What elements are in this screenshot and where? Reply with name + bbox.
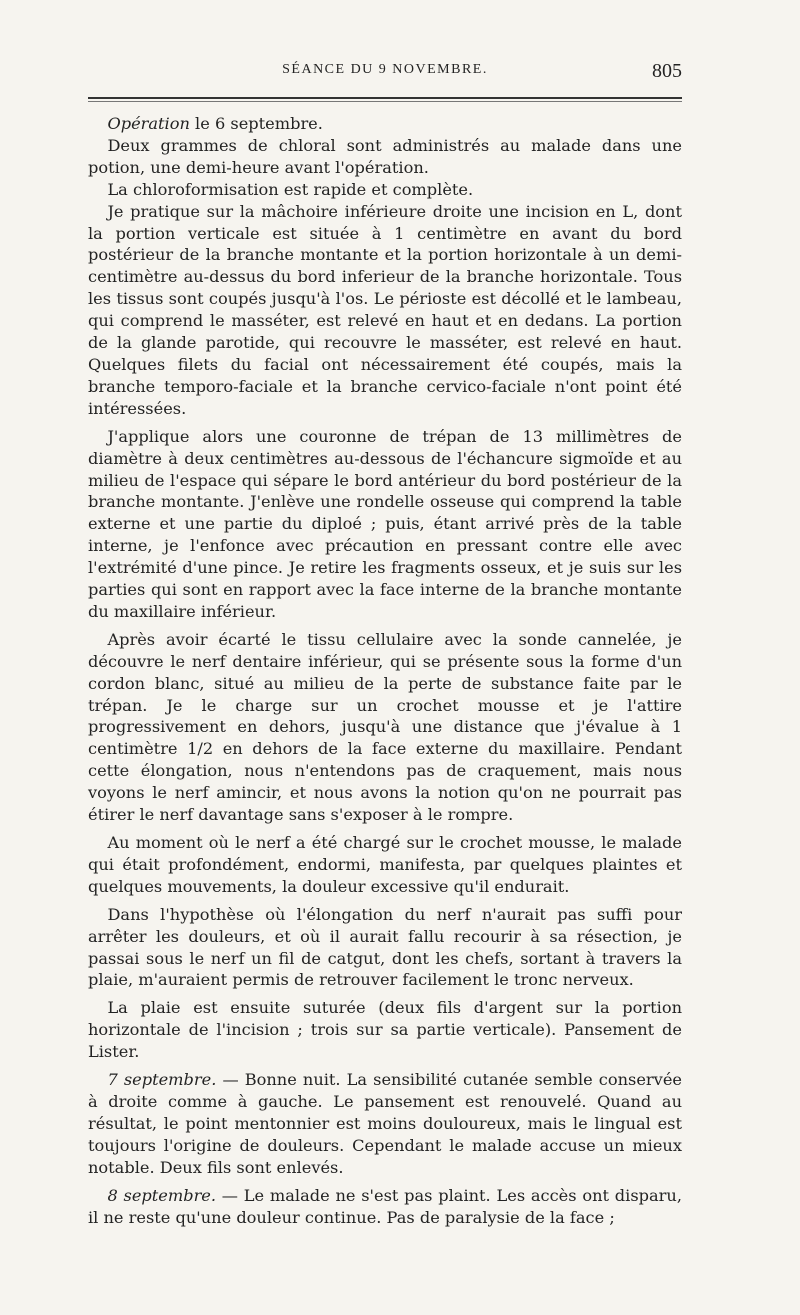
paragraph-lead: 8 septembre. [107,1185,217,1205]
paragraph [88,629,682,826]
paragraph-lead: 7 septembre. [107,1070,217,1090]
paragraph-text: le 6 septembre. [189,114,323,133]
paragraph [88,997,682,1063]
page-header [88,62,682,84]
paragraph [88,179,682,201]
page-number: 805 [652,60,682,82]
running-title: SÉANCE DU 9 NOVEMBRE. [282,62,488,77]
paragraph [88,904,682,992]
paragraph [88,113,682,135]
paragraph-text: Deux grammes de chloral sont administrés au malade dans une potion, une demi-heure avant l'opération. [88,135,682,177]
paragraph [88,201,682,420]
header-rule [88,97,682,99]
paragraph-text: — Le malade ne s'est pas plaint. Les accès ont disparu, il ne reste qu'une douleur continue. Pas de paralysie de la face ; [88,1185,682,1227]
paragraph [88,426,682,623]
paragraph-text: — Bonne nuit. La sensibilité cutanée semble conservée à droite comme à gauche. Le pansement est renouvelé. Quand au résultat, le point mentonnier est moins douloureux, mais le lingual est toujours l'origine de douleurs. Cependant le malade accuse un mieux notable. Deux fils sont enlevés. [88,1070,682,1177]
paragraph-text: Après avoir écarté le tissu cellulaire avec la sonde cannelée, je découvre le nerf dentaire inférieur, qui se présente sous la forme d'un cordon blanc, situé au milieu de la perte de substance faite par le trépan. Je le charge sur un crochet mousse et je l'attire progressivement en dehors, jusqu'à une distance que j'évalue à 1 centimètre 1/2 en dehors de la face externe du maxillaire. Pendant cette élongation, nous n'entendons pas de craquement, mais nous voyons le nerf amincir, et nous avons la notion qu'on ne pourrait pas étirer le nerf davantage sans s'exposer à le rompre. [88,629,682,825]
body-text [88,113,682,1228]
paragraph [88,135,682,179]
paragraph [88,832,682,898]
paragraph [88,1069,682,1179]
paragraph-text: La chloroformisation est rapide et complète. [107,179,474,199]
paragraph-text: Au moment où le nerf a été chargé sur le crochet mousse, le malade qui était profondément, endormi, manifesta, par quelques plaintes et quelques mouvements, la douleur excessive qu'il endurait. [88,833,682,896]
paragraph-text: Je pratique sur la mâchoire inférieure droite une incision en L, dont la portion verticale est située à 1 centimètre en avant du bord postérieur de la branche montante et la portion horizontale à un demi-centimètre au-dessus du bord inferieur de la branche horizontale. Tous les tissus sont coupés jusqu'à l'os. Le périoste est décollé et le lambeau, qui comprend le masséter, est relevé en haut et en dedans. La portion de la glande parotide, qui recouvre le masséter, est relevé en haut. Quelques filets du facial ont nécessairement été coupés, mais la branche temporo-faciale et la branche cervico-faciale n'ont point été intéressées. [88,201,682,418]
paragraph-text: Dans l'hypothèse où l'élongation du nerf n'aurait pas suffi pour arrêter les douleurs, et où il aurait fallu recourir à sa résection, je passai sous le nerf un fil de catgut, dont les chefs, sortant à travers la plaie, m'auraient permis de retrouver facilement le tronc nerveux. [88,904,682,990]
paragraph-lead: Opération [107,114,190,133]
paragraph-text: J'applique alors une couronne de trépan de 13 millimètres de diamètre à deux centimètres au-dessous de l'échancure sigmoïde et au milieu de l'espace qui sépare le bord antérieur du bord postérieur de la branche montante. J'enlève une rondelle osseuse qui comprend la table externe et une partie du diploé ; puis, étant arrivé près de la table interne, je l'enfonce avec précaution en pressant contre elle avec l'extrémité d'une pince. Je retire les fragments osseux, et je suis sur les parties qui sont en rapport avec la face interne de la branche montante du maxillaire inférieur. [88,426,682,621]
paragraph-text: La plaie est ensuite suturée (deux fils d'argent sur la portion horizontale de l'incision ; trois sur sa partie verticale). Pansement de Lister. [88,998,682,1062]
paragraph [88,1185,682,1229]
